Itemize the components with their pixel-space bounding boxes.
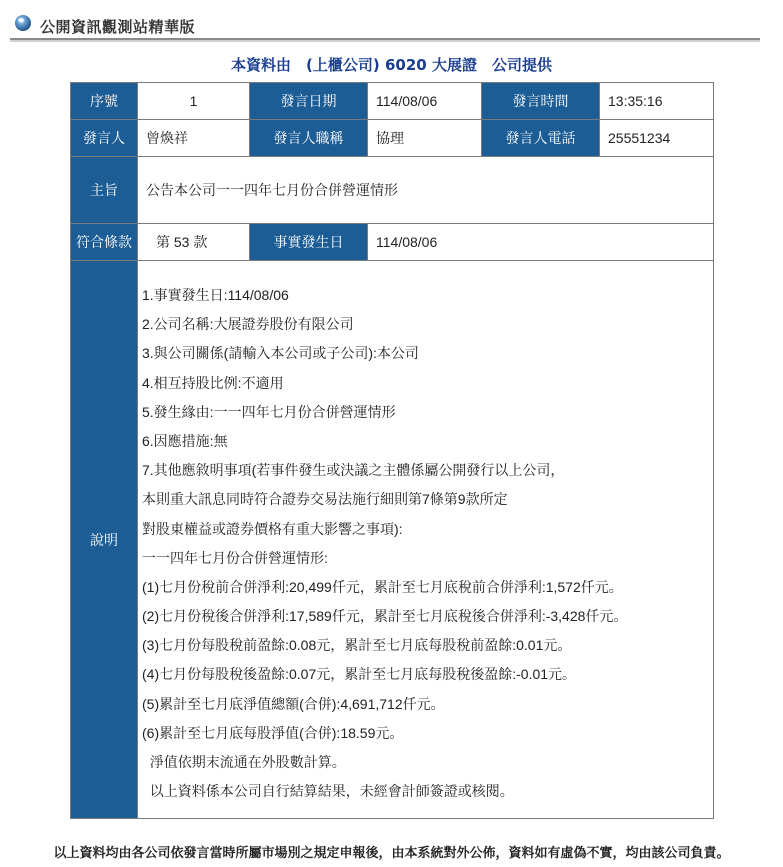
description-line: 1.事實發生日:114/08/06 bbox=[142, 287, 289, 303]
description-line: 6.因應措施:無 bbox=[142, 432, 228, 449]
table-row bbox=[71, 83, 714, 120]
date-label: 發言日期 bbox=[250, 83, 368, 120]
description-line: 以上資料係本公司自行結算結果，未經會計師簽證或核閱。 bbox=[142, 783, 514, 800]
seq-value: 1 bbox=[138, 83, 250, 120]
clause-value: 第 53 款 bbox=[138, 224, 250, 261]
description-line: 5.發生緣由:一一四年七月份合併營運情形 bbox=[142, 403, 396, 420]
description-line: 本則重大訊息同時符合證券交易法施行細則第7條第9款所定 bbox=[142, 491, 508, 508]
site-title: 公開資訊觀測站精華版 bbox=[40, 18, 196, 36]
site-header bbox=[10, 10, 770, 40]
description-line: (5)累計至七月底淨值總額(合併):4,691,712仟元。 bbox=[142, 695, 445, 712]
table-row bbox=[71, 120, 714, 157]
description-line: 2.公司名稱:大展證券股份有限公司 bbox=[142, 316, 354, 333]
description-line: (6)累計至七月底每股淨值(合併):18.59元。 bbox=[142, 724, 404, 741]
date-value: 114/08/06 bbox=[368, 83, 482, 120]
announcement-table bbox=[70, 82, 714, 819]
description-line: (4)七月份每股稅後盈餘:0.07元，累計至七月底每股稅後盈餘:-0.01元。 bbox=[142, 666, 577, 683]
description-label: 說明 bbox=[71, 261, 138, 819]
description-line: 3.與公司關係(請輸入本公司或子公司):本公司 bbox=[142, 345, 419, 362]
description-lines bbox=[142, 281, 713, 806]
provider-line: 本資料由 (上櫃公司) 6020 大展證 公司提供 bbox=[231, 56, 552, 74]
subject-label: 主旨 bbox=[71, 157, 138, 224]
speaker-title-value: 協理 bbox=[368, 120, 482, 157]
subject-value: 公告本公司一一四年七月份合併營運情形 bbox=[138, 157, 714, 224]
table-row bbox=[71, 261, 714, 819]
event-date-label: 事實發生日 bbox=[250, 224, 368, 261]
speaker-value: 曾煥祥 bbox=[138, 120, 250, 157]
globe-icon bbox=[14, 14, 32, 32]
description-line: 7.其他應敘明事項(若事件發生或決議之主體係屬公開發行以上公司， bbox=[142, 462, 565, 479]
time-label: 發言時間 bbox=[482, 83, 600, 120]
description-body bbox=[138, 261, 714, 819]
description-line: 淨值依期末流通在外股數計算。 bbox=[142, 754, 346, 770]
seq-label: 序號 bbox=[71, 83, 138, 120]
description-line: 4.相互持股比例:不適用 bbox=[142, 374, 284, 391]
event-date-value: 114/08/06 bbox=[368, 224, 714, 261]
time-value: 13:35:16 bbox=[600, 83, 714, 120]
description-line: (2)七月份稅後合併淨利:17,589仟元，累計至七月底稅後合併淨利:-3,428仟元。 bbox=[142, 608, 628, 625]
description-line: 對股東權益或證券價格有重大影響之事項): bbox=[142, 520, 403, 537]
table-row bbox=[71, 224, 714, 261]
description-line: (3)七月份每股稅前盈餘:0.08元，累計至七月底每股稅前盈餘:0.01元。 bbox=[142, 637, 572, 654]
table-row bbox=[71, 157, 714, 224]
phone-label: 發言人電話 bbox=[482, 120, 600, 157]
speaker-label: 發言人 bbox=[71, 120, 138, 157]
header-divider bbox=[10, 38, 760, 42]
phone-value: 25551234 bbox=[600, 120, 714, 157]
disclaimer-footer: 以上資料均由各公司依發言當時所屬市場別之規定申報後，由本系統對外公佈，資料如有虛偽不實，均由該公司負責。 bbox=[53, 846, 730, 861]
description-line: 一一四年七月份合併營運情形: bbox=[142, 549, 328, 566]
speaker-title-label: 發言人職稱 bbox=[250, 120, 368, 157]
description-line: (1)七月份稅前合併淨利:20,499仟元，累計至七月底稅前合併淨利:1,572仟元。 bbox=[142, 578, 623, 595]
clause-label: 符合條款 bbox=[71, 224, 138, 261]
